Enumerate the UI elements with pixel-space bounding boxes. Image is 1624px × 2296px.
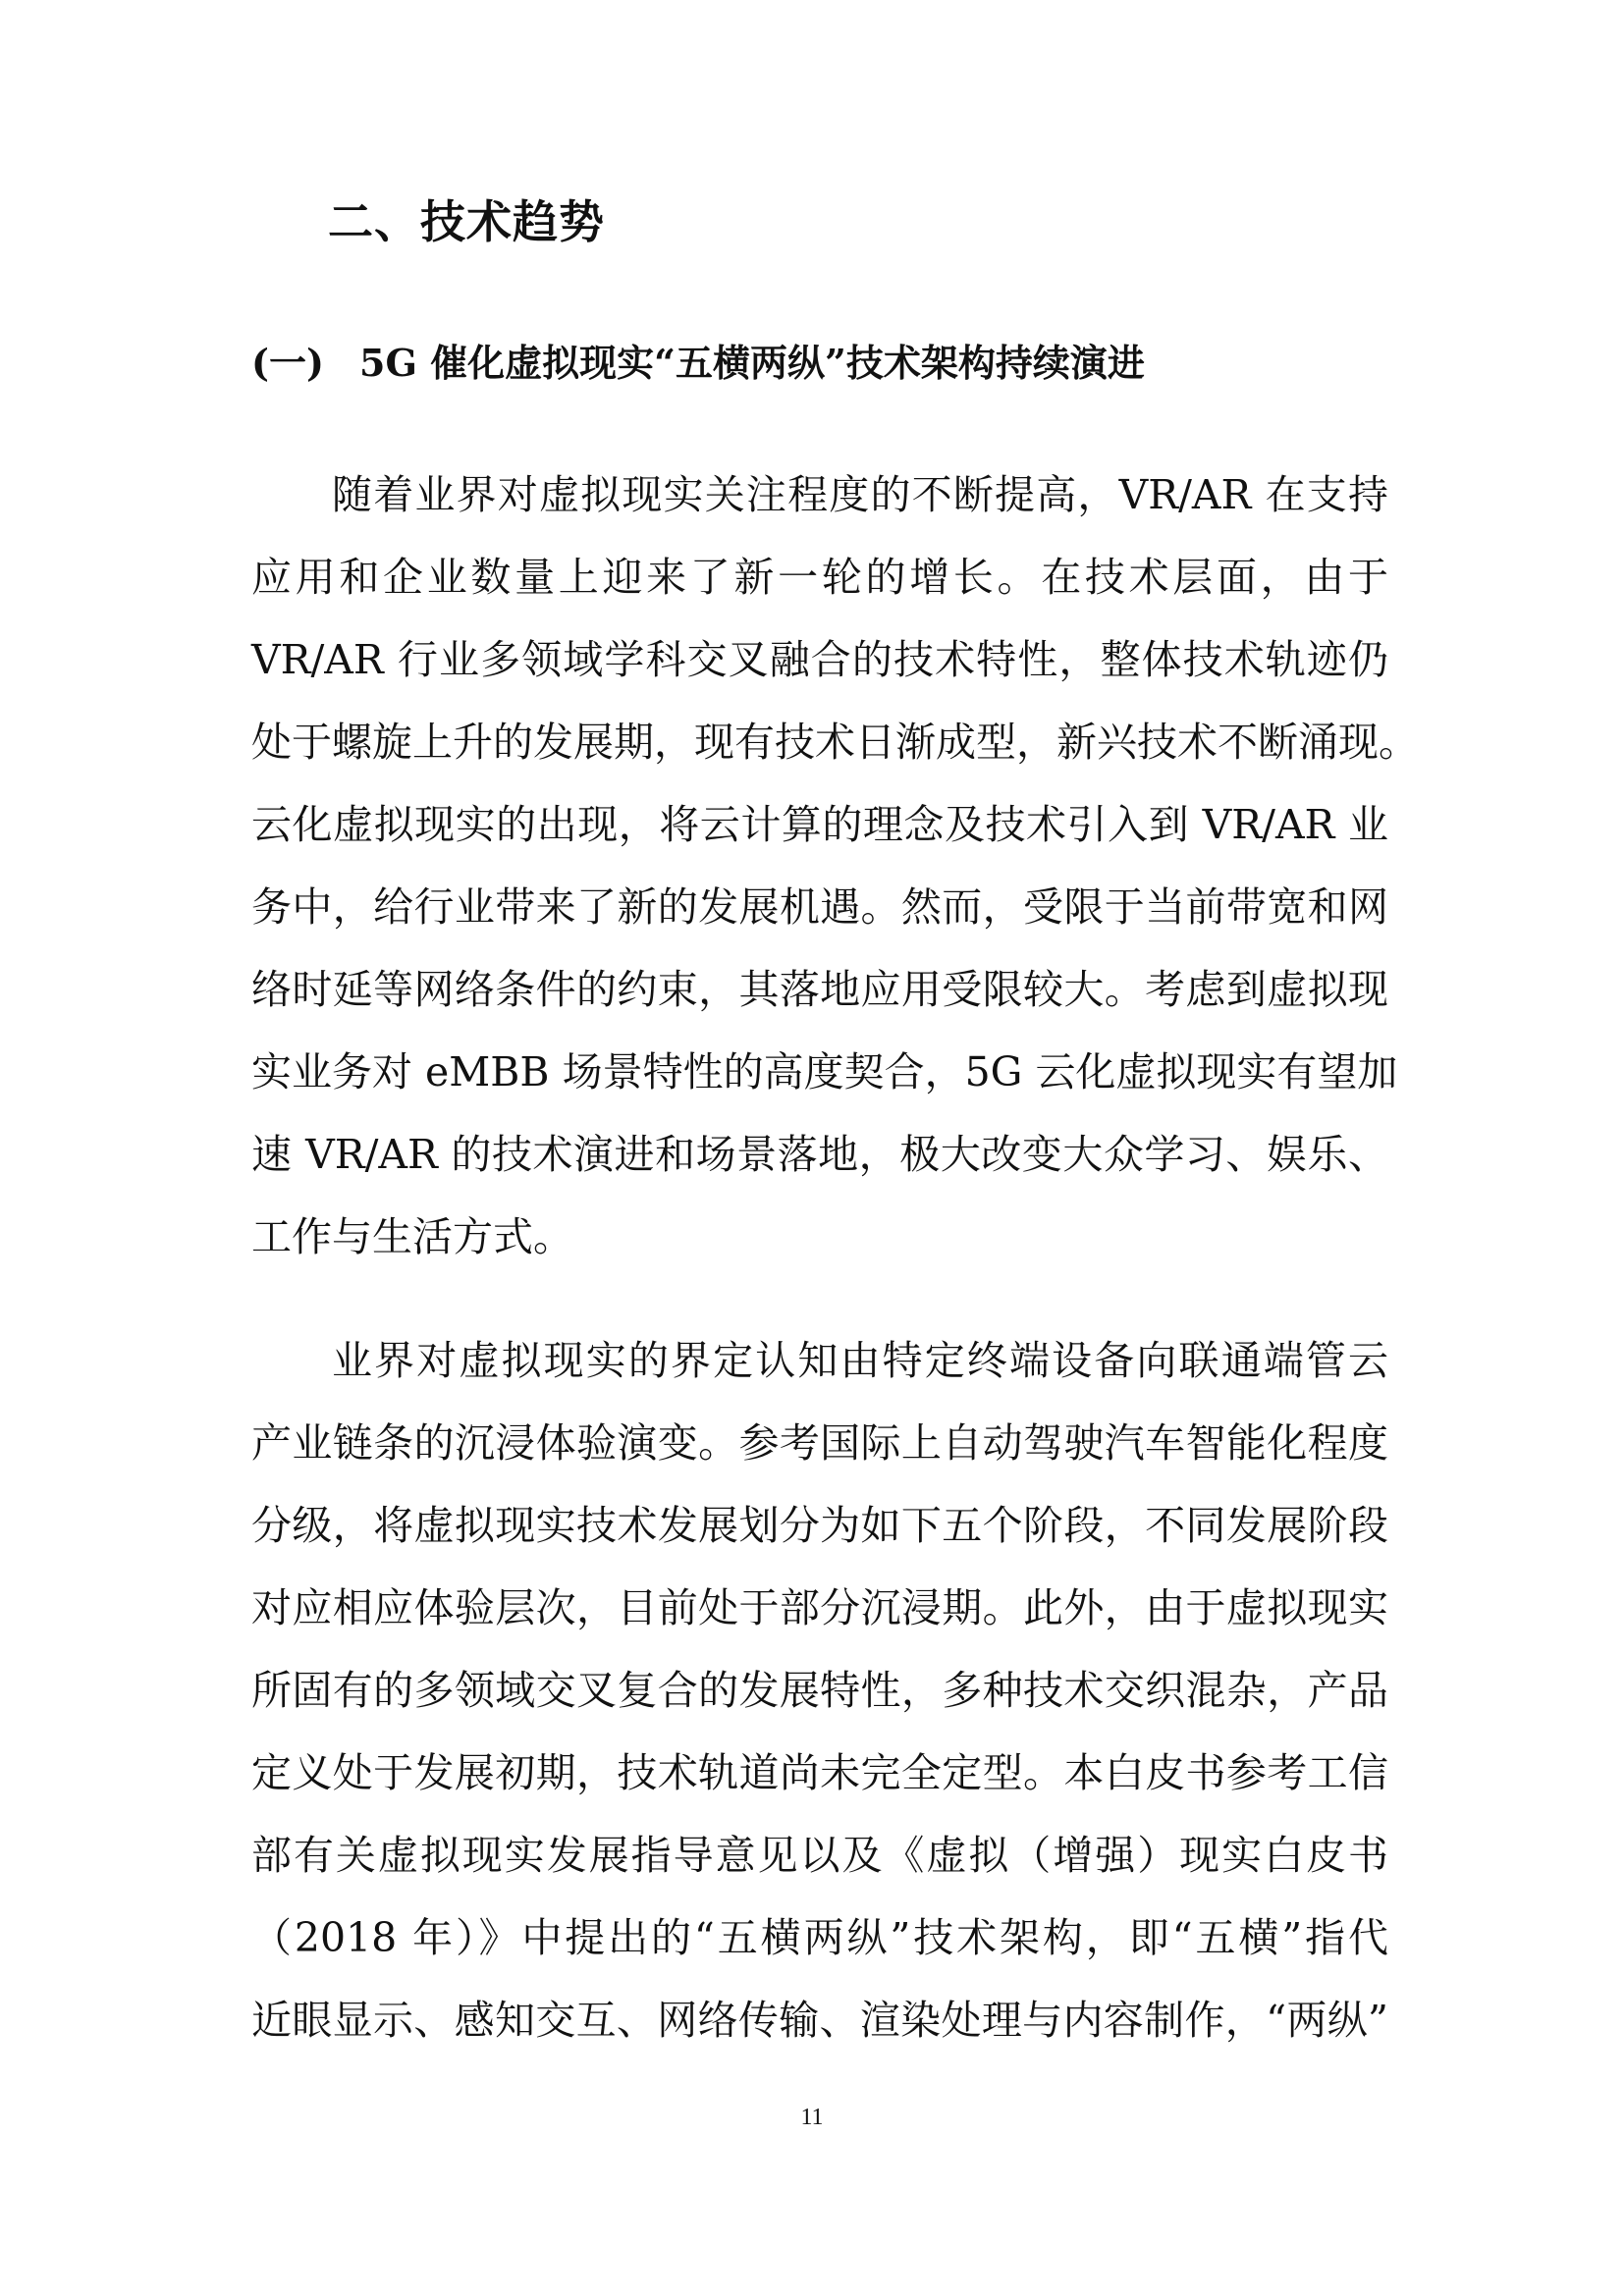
paragraph-line: 随着业界对虚拟现实关注程度的不断提高，VR/AR 在支持 bbox=[332, 471, 1388, 518]
paragraph-line: 近眼显示、感知交互、网络传输、渲染处理与内容制作，“两纵” bbox=[251, 1997, 1388, 2044]
paragraph-line: 速 VR/AR 的技术演进和场景落地，极大改变大众学习、娱乐、 bbox=[251, 1131, 1388, 1178]
section-title: 5G 催化虚拟现实“五横两纵”技术架构持续演进 bbox=[359, 341, 1145, 385]
paragraph-line: 对应相应体验层次，目前处于部分沉浸期。此外，由于虚拟现实 bbox=[251, 1584, 1388, 1631]
paragraph-line: 产业链条的沉浸体验演变。参考国际上自动驾驶汽车智能化程度 bbox=[251, 1419, 1388, 1467]
paragraph-line: 业界对虚拟现实的界定认知由特定终端设备向联通端管云 bbox=[332, 1337, 1388, 1384]
paragraph-line: 络时延等网络条件的约束，其落地应用受限较大。考虑到虚拟现 bbox=[251, 966, 1388, 1013]
paragraph-line: 实业务对 eMBB 场景特性的高度契合，5G 云化虚拟现实有望加 bbox=[251, 1048, 1398, 1095]
section-number: (一) bbox=[251, 341, 324, 385]
paragraph-line: 应用和企业数量上迎来了新一轮的增长。在技术层面，由于 bbox=[251, 554, 1388, 601]
paragraph-line: 定义处于发展初期，技术轨道尚未完全定型。本白皮书参考工信 bbox=[251, 1749, 1388, 1796]
paragraph-line: 云化虚拟现实的出现，将云计算的理念及技术引入到 VR/AR 业 bbox=[251, 801, 1388, 848]
paragraph-line: 处于螺旋上升的发展期，现有技术日渐成型，新兴技术不断涌现。 bbox=[251, 719, 1419, 766]
paragraph-line: 所固有的多领域交叉复合的发展特性，多种技术交织混杂，产品 bbox=[251, 1667, 1388, 1714]
paragraph-2 bbox=[251, 1319, 1388, 2061]
section-heading bbox=[251, 336, 1145, 391]
paragraph-line: 工作与生活方式。 bbox=[251, 1213, 573, 1260]
paragraph-line: 分级，将虚拟现实技术发展划分为如下五个阶段，不同发展阶段 bbox=[251, 1502, 1388, 1549]
chapter-heading: 二、技术趋势 bbox=[328, 195, 605, 248]
paragraph-line: （2018 年）》中提出的“五横两纵”技术架构，即“五横”指代 bbox=[251, 1914, 1388, 1961]
paragraph-line: 务中，给行业带来了新的发展机遇。然而，受限于当前带宽和网 bbox=[251, 883, 1388, 931]
page-number: 11 bbox=[800, 2105, 824, 2130]
paragraph-line: VR/AR 行业多领域学科交叉融合的技术特性，整体技术轨迹仍 bbox=[251, 636, 1388, 683]
paragraph-line: 部有关虚拟现实发展指导意见以及《虚拟（增强）现实白皮书 bbox=[251, 1832, 1388, 1879]
paragraph-1 bbox=[251, 454, 1419, 1278]
